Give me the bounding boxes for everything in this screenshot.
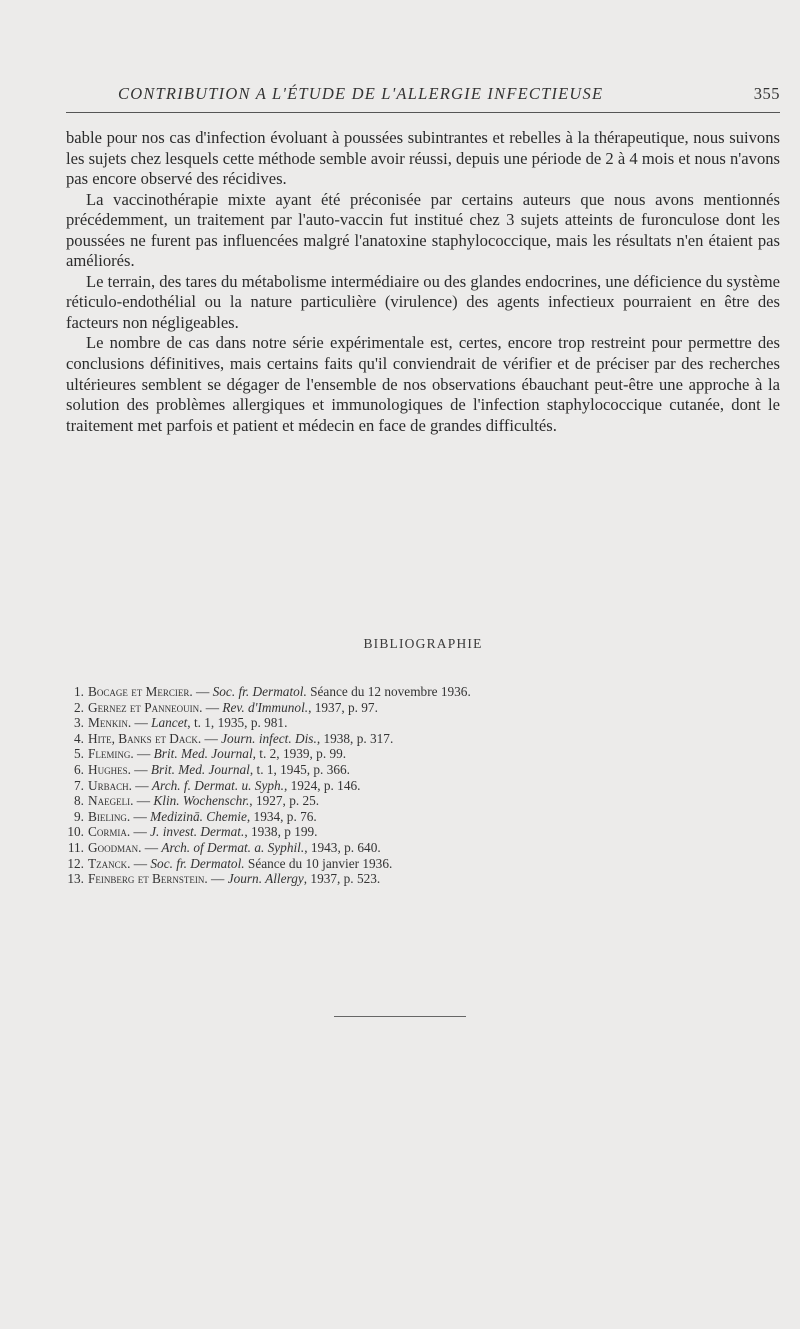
reference-item: 2. Gernez et Panneouin. — Rev. d'Immunol., 1937, p. 97.: [66, 700, 780, 716]
reference-authors: Hughes.: [88, 761, 131, 777]
reference-number: 12.: [67, 855, 84, 871]
reference-authors: Naegeli.: [88, 793, 134, 809]
reference-authors: Hite, Banks et Dack.: [88, 730, 202, 746]
reference-details: , t. 1, 1935, p. 981.: [187, 715, 288, 731]
reference-item: 12. Tzanck. — Soc. fr. Dermatol. Séance du 10 janvier 1936.: [67, 855, 393, 871]
reference-item: 1. Bocage et Mercier. — Soc. fr. Dermatol. Séance du 12 novembre 1936.: [66, 684, 780, 700]
reference-authors: Goodman.: [88, 839, 142, 855]
reference-authors: Feinberg et Bernstein.: [88, 871, 208, 887]
reference-number: 4.: [74, 730, 84, 746]
reference-item: 9. Bieling. — Medizinā. Chemie, 1934, p. 76.: [66, 809, 780, 825]
reference-journal: Arch. f. Dermat. u. Syph.: [151, 777, 284, 793]
reference-item: 6. Hughes. — Brit. Med. Journal, t. 1, 1945, p. 366.: [66, 762, 780, 778]
paragraph-continuation: bable pour nos cas d'infection évoluant à poussées subintrantes et rebelles à la thérapeutique, nous suivons les sujets chez lesquels cette méthode semble avoir réussi, depuis une période de 2 à 4 mois et nous n'avons pas encore observé des récidives.: [66, 128, 780, 189]
reference-authors: Fleming.: [88, 746, 134, 762]
reference-number: 13.: [67, 871, 84, 887]
reference-item: 13. Feinberg et Bernstein. — Journ. Allergy, 1937, p. 523.: [67, 871, 381, 887]
reference-item: 3. Menkin. — Lancet, t. 1, 1935, p. 981.: [66, 715, 780, 731]
reference-details: , t. 1, 1945, p. 366.: [249, 761, 350, 777]
reference-journal: Medizinā. Chemie: [150, 808, 247, 824]
reference-authors: Menkin.: [88, 715, 132, 731]
reference-details: , 1934, p. 76.: [246, 808, 317, 824]
reference-journal: Brit. Med. Journal: [153, 746, 253, 762]
reference-number: 11.: [67, 839, 84, 855]
reference-journal: Lancet: [151, 715, 188, 731]
reference-number: 6.: [74, 761, 84, 777]
reference-number: 1.: [74, 684, 84, 699]
paragraph: La vaccinothérapie mixte ayant été préconisée par certains auteurs que nous avons mentionnés précédemment, un traitement par l'auto-vaccin fut institué chez 3 sujets atteints de furonculose dont les poussées ne furent pas influencées malgré l'anatoxine staphylococcique, mais les résultats n'en étaient pas améliorés.: [66, 189, 780, 271]
reference-authors: Bocage et Mercier.: [88, 684, 193, 699]
reference-item: 11. Goodman. — Arch. of Dermat. a. Syphil., 1943, p. 640.: [67, 839, 381, 855]
reference-details: , 1924, p. 146.: [283, 777, 361, 793]
reference-number: 8.: [74, 793, 84, 809]
reference-details: , 1937, p. 523.: [303, 871, 381, 887]
reference-number: 5.: [74, 746, 84, 762]
page-number: 355: [753, 84, 780, 103]
reference-details: , 1927, p. 25.: [249, 793, 320, 809]
running-title: CONTRIBUTION A L'ÉTUDE DE L'ALLERGIE INFECTIEUSE: [118, 84, 604, 103]
reference-item: 7. Urbach. — Arch. f. Dermat. u. Syph., 1924, p. 146.: [66, 778, 780, 794]
reference-journal: Soc. fr. Dermatol.: [150, 855, 245, 871]
reference-number: 3.: [74, 715, 84, 731]
reference-journal: Soc. fr. Dermatol.: [212, 684, 307, 699]
reference-item: 4. Hite, Banks et Dack. — Journ. infect. Dis., 1938, p. 317.: [66, 731, 780, 747]
reference-journal: Arch. of Dermat. a. Syphil.: [161, 839, 305, 855]
reference-journal: Journ. Allergy: [227, 871, 304, 887]
body-text: [66, 128, 780, 436]
reference-number: 10.: [67, 824, 84, 840]
reference-authors: Bieling.: [88, 808, 131, 824]
reference-authors: Cormia.: [88, 824, 131, 840]
reference-details: , 1938, p 199.: [244, 824, 318, 840]
reference-item: 8. Naegeli. — Klin. Wochenschr., 1927, p. 25.: [66, 793, 780, 809]
reference-journal: Brit. Med. Journal: [150, 761, 250, 777]
paragraph: Le nombre de cas dans notre série expérimentale est, certes, encore trop restreint pour permettre des conclusions définitives, mais certains faits qu'il conviendrait de vérifier et de préciser par des recherches ultérieures semblent se dégager de l'ensemble de nos observations ébauchant peut-être une approche à la solution des problèmes allergiques et immunologiques de l'infection staphylococcique cutanée, dont le traitement met parfois et patient et médecin en face de grandes difficultés.: [66, 333, 780, 435]
reference-number: 2.: [74, 699, 84, 715]
end-rule: [334, 1016, 466, 1017]
header-rule: [66, 112, 780, 113]
reference-authors: Tzanck.: [88, 855, 131, 871]
bibliography-heading: BIBLIOGRAPHIE: [363, 636, 483, 651]
reference-number: 9.: [74, 808, 84, 824]
reference-details: , 1943, p. 640.: [304, 839, 381, 855]
reference-number: 7.: [74, 777, 84, 793]
reference-details: Séance du 10 janvier 1936.: [244, 855, 393, 871]
reference-item: 5. Fleming. — Brit. Med. Journal, t. 2, 1939, p. 99.: [66, 746, 780, 762]
reference-journal: Rev. d'Immunol.: [222, 699, 309, 715]
reference-details: , 1937, p. 97.: [308, 699, 378, 715]
reference-journal: J. invest. Dermat.: [150, 824, 245, 840]
reference-details: , t. 2, 1939, p. 99.: [252, 746, 347, 762]
reference-authors: Urbach.: [88, 777, 132, 793]
reference-details: , 1938, p. 317.: [316, 730, 394, 746]
reference-authors: Gernez et Panneouin.: [88, 699, 203, 715]
reference-details: Séance du 12 novembre 1936.: [306, 684, 471, 699]
reference-item: 10. Cormia. — J. invest. Dermat., 1938, p 199.: [67, 824, 318, 840]
reference-journal: Journ. infect. Dis.: [221, 730, 317, 746]
reference-journal: Klin. Wochenschr.: [153, 793, 250, 809]
bibliography-list: [66, 684, 780, 887]
paragraph: Le terrain, des tares du métabolisme intermédiaire ou des glandes endocrines, une déficience du système réticulo-endothélial ou la nature particulière (virulence) des agents infectieux pourraient en être des facteurs non négligeables.: [66, 271, 780, 332]
